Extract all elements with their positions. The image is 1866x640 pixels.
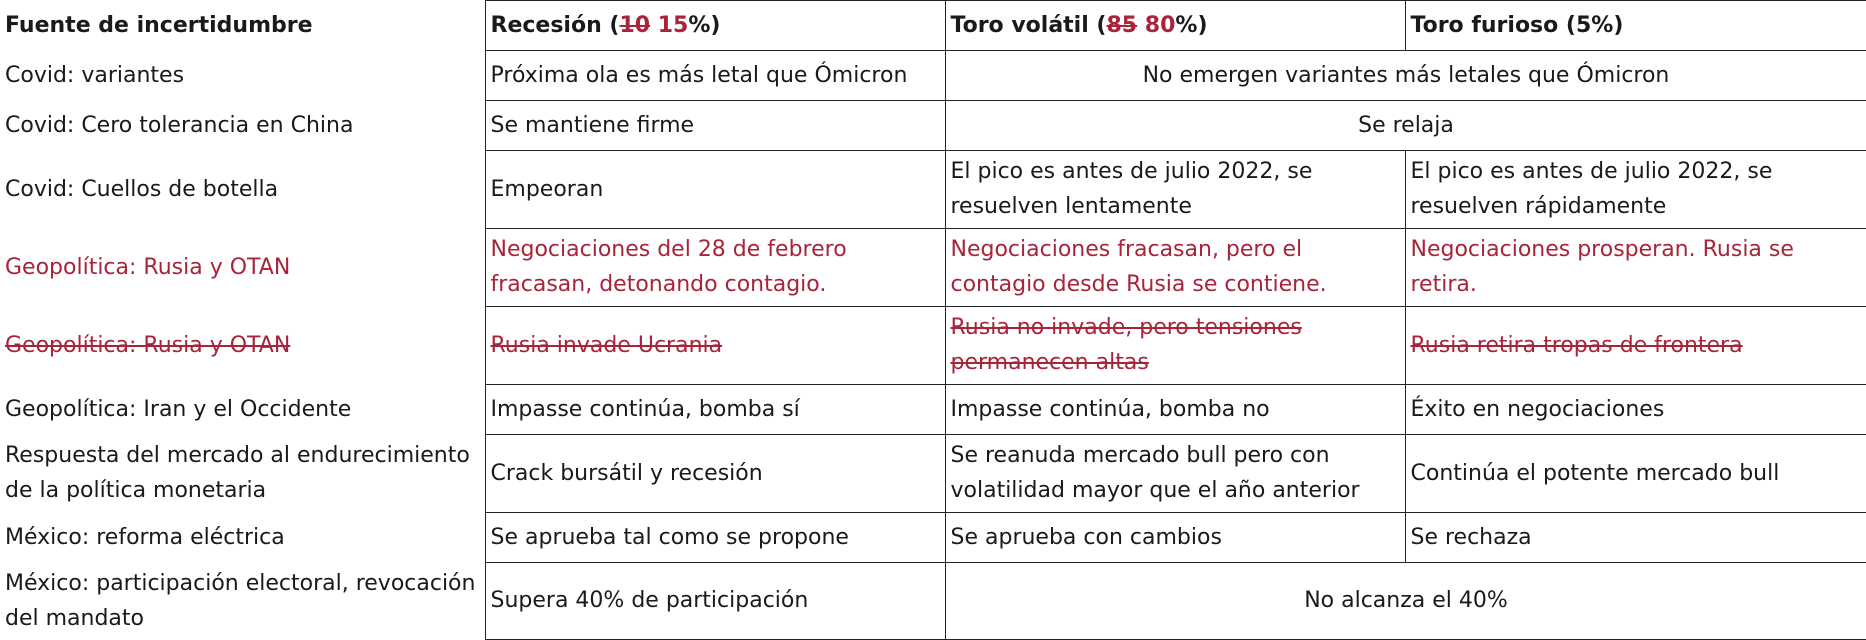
recession-cell: Crack bursátil y recesión: [485, 435, 945, 513]
header-volatile-bull: Toro volátil (85 80%): [945, 1, 1405, 51]
recession-cell: Se mantiene firme: [485, 101, 945, 151]
volatile-cell: Rusia no invade, pero tensiones permanecen altas: [945, 307, 1405, 385]
row-label: Covid: Cero tolerancia en China: [5, 112, 354, 138]
recession-cell: Impasse continúa, bomba sí: [485, 385, 945, 435]
volatile-cell: El pico es antes de julio 2022, se resuelven lentamente: [945, 151, 1405, 229]
row-label: Covid: Cuellos de botella: [5, 176, 279, 202]
row-label: Respuesta del mercado al endurecimiento de la política monetaria: [5, 443, 470, 503]
raging-cell: Se rechaza: [1405, 513, 1866, 563]
header-row: [0, 1, 1866, 51]
merged-cell: No emergen variantes más letales que Ómicron: [945, 51, 1866, 101]
table-row: [0, 563, 1866, 640]
row-label: Geopolítica: Rusia y OTAN: [5, 254, 291, 280]
row-label: Geopolítica: Iran y el Occidente: [5, 396, 352, 422]
recession-cell: Rusia invade Ucrania: [485, 307, 945, 385]
header-recession: Recesión (10 15%): [485, 1, 945, 51]
table-row: [0, 229, 1866, 307]
recession-new-pct: 15: [657, 12, 689, 38]
raging-cell: Rusia retira tropas de frontera: [1405, 307, 1866, 385]
raging-cell: Continúa el potente mercado bull: [1405, 435, 1866, 513]
merged-cell: No alcanza el 40%: [945, 563, 1866, 640]
table-row: [0, 435, 1866, 513]
table-row: [0, 307, 1866, 385]
row-label: México: participación electoral, revocación del mandato: [5, 570, 476, 631]
volatile-old-pct: 85: [1106, 12, 1138, 38]
volatile-cell: Se aprueba con cambios: [945, 513, 1405, 563]
merged-cell: Se relaja: [945, 101, 1866, 151]
recession-cell: Se aprueba tal como se propone: [485, 513, 945, 563]
recession-cell: Supera 40% de participación: [485, 563, 945, 640]
row-label: Covid: variantes: [5, 62, 185, 88]
recession-cell: Empeoran: [485, 151, 945, 229]
table-row: [0, 51, 1866, 101]
row-label: México: reforma eléctrica: [5, 524, 285, 550]
raging-cell: El pico es antes de julio 2022, se resuelven rápidamente: [1405, 151, 1866, 229]
table-row: [0, 385, 1866, 435]
volatile-cell: Impasse continúa, bomba no: [945, 385, 1405, 435]
recession-cell: Negociaciones del 28 de febrero fracasan, detonando contagio.: [485, 229, 945, 307]
row-label: Geopolítica: Rusia y OTAN: [5, 332, 291, 358]
recession-old-pct: 10: [619, 12, 651, 38]
table-row: [0, 101, 1866, 151]
volatile-cell: Negociaciones fracasan, pero el contagio desde Rusia se contiene.: [945, 229, 1405, 307]
recession-cell: Próxima ola es más letal que Ómicron: [485, 51, 945, 101]
table-row: [0, 513, 1866, 563]
volatile-new-pct: 80: [1144, 12, 1176, 38]
raging-cell: Negociaciones prosperan. Rusia se retira.: [1405, 229, 1866, 307]
volatile-cell: Se reanuda mercado bull pero con volatilidad mayor que el año anterior: [945, 435, 1405, 513]
table-row: [0, 151, 1866, 229]
header-source: Fuente de incertidumbre: [5, 12, 313, 38]
raging-cell: Éxito en negociaciones: [1405, 385, 1866, 435]
header-raging-bull: Toro furioso (5%): [1405, 1, 1866, 51]
